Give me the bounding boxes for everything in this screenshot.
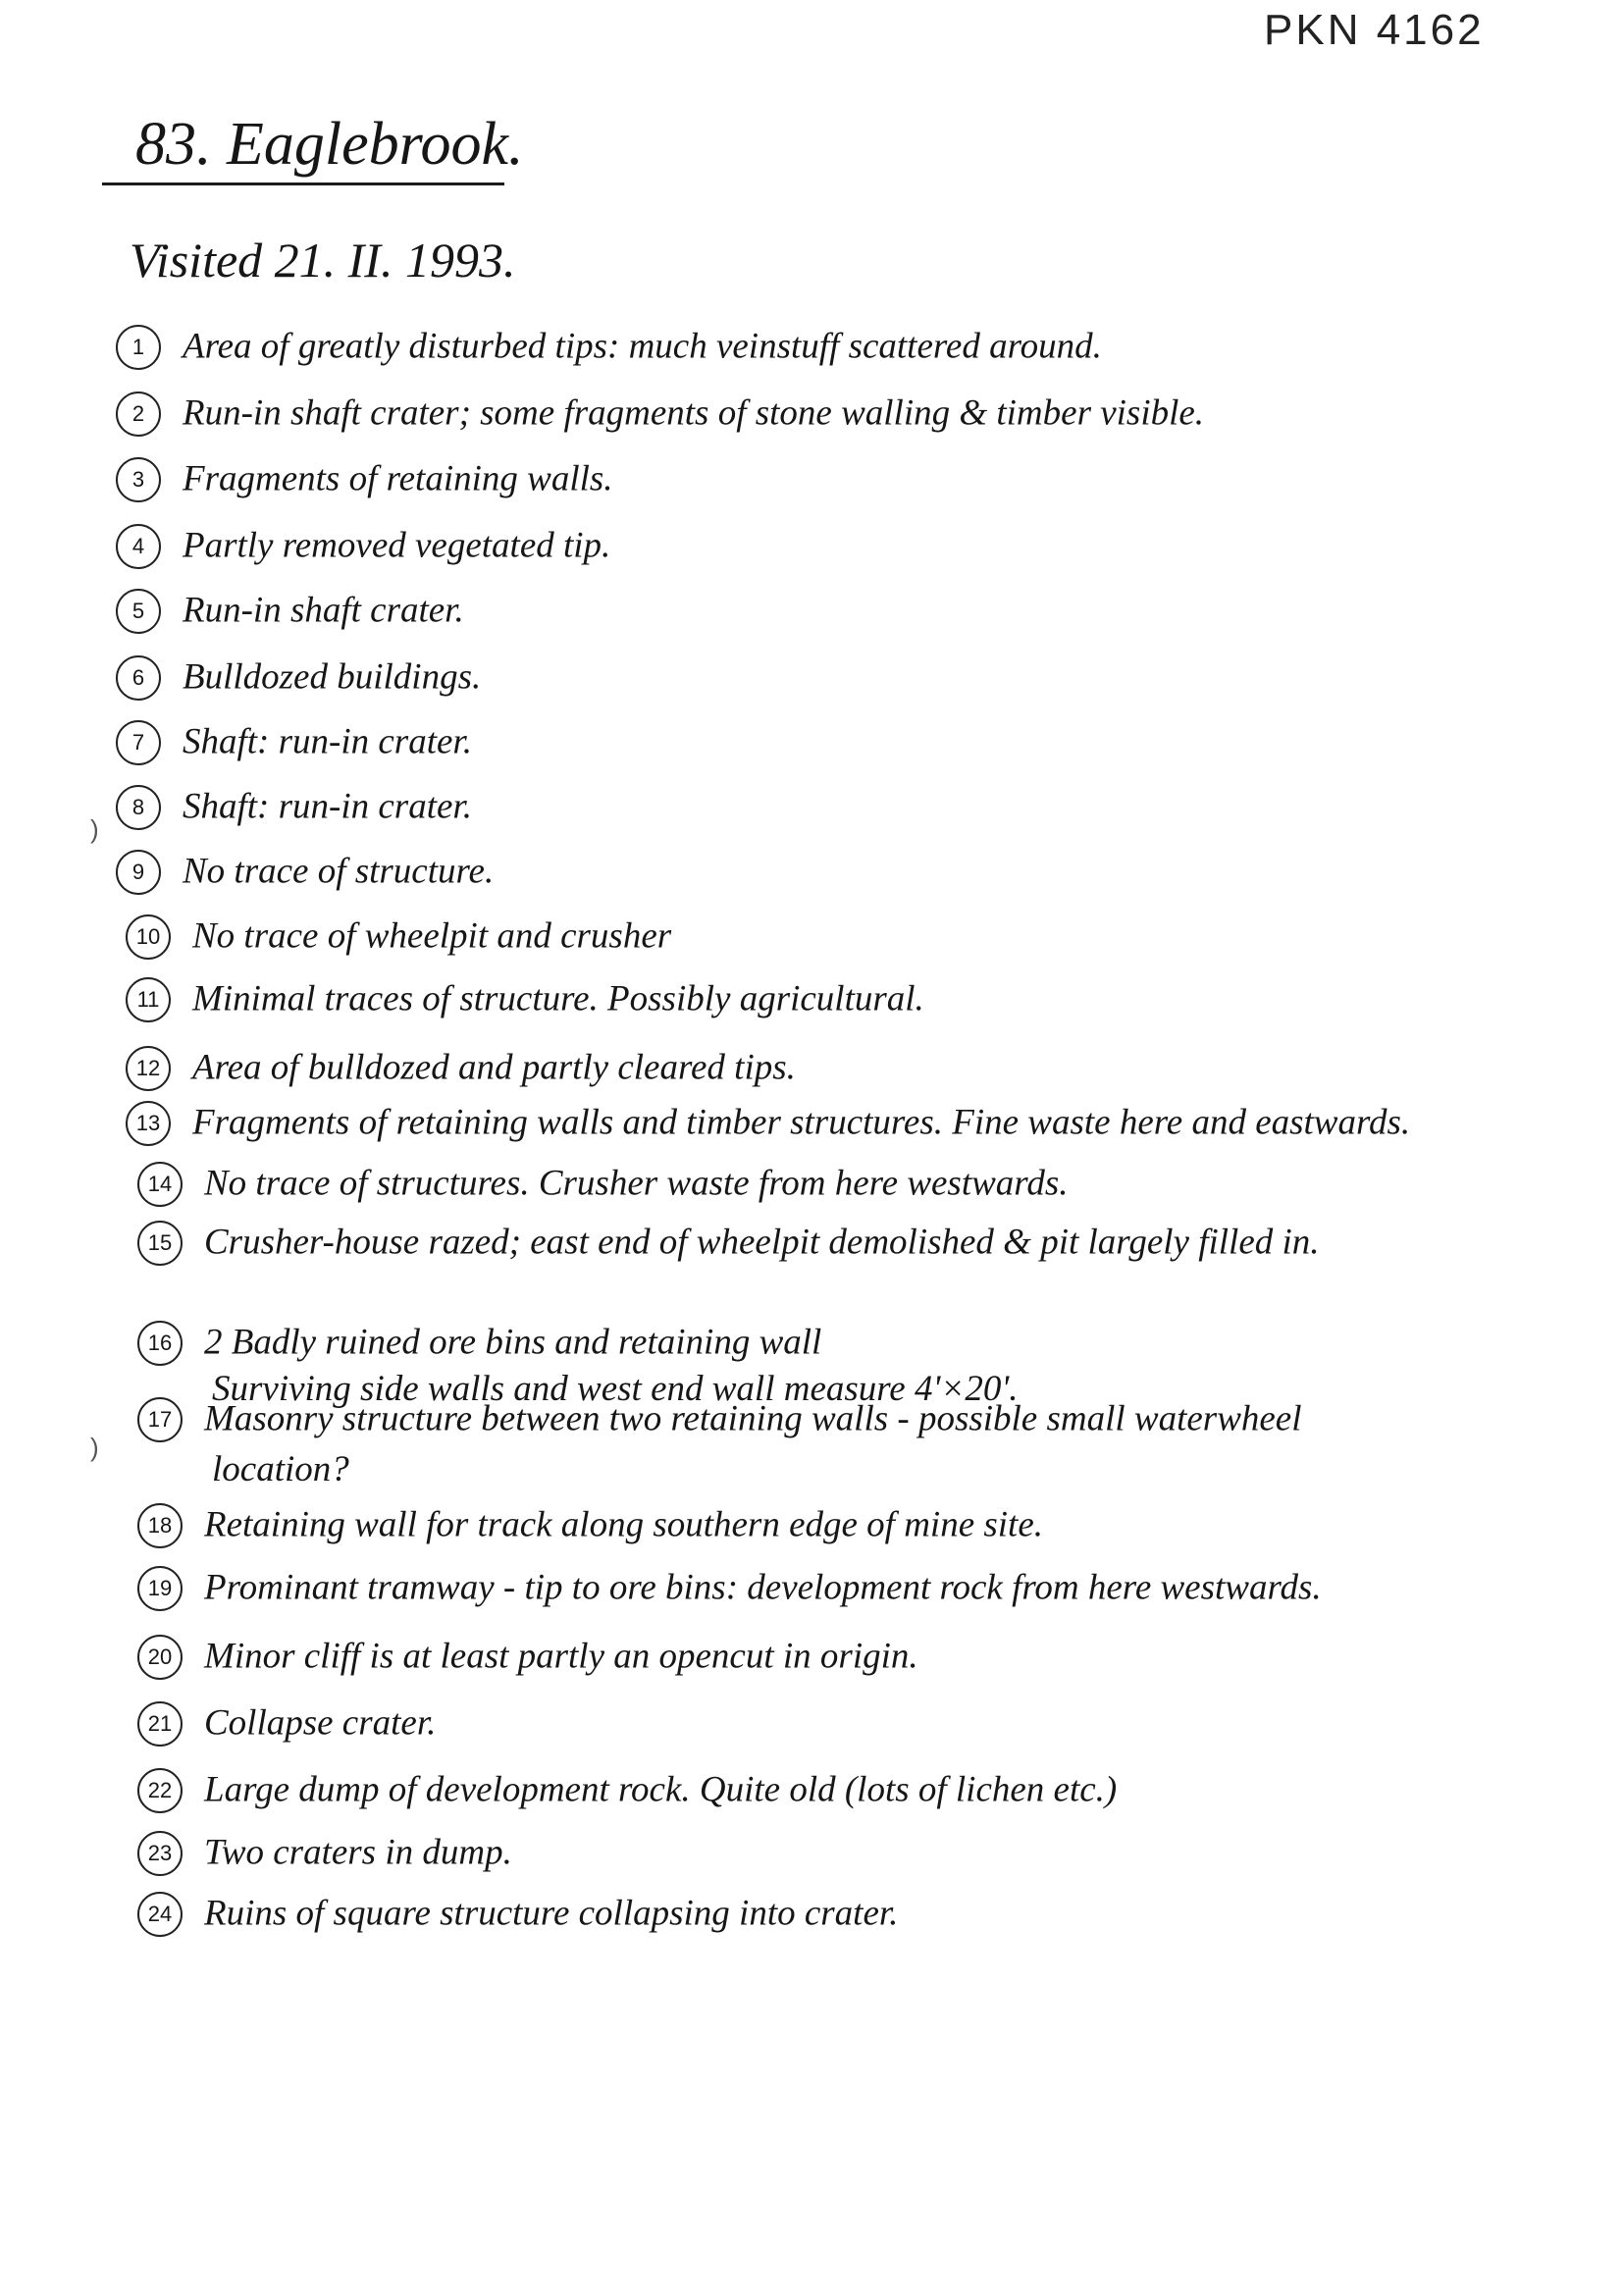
list-item: [116, 520, 1588, 570]
entry-text: Two craters in dump.: [204, 1832, 512, 1873]
list-item: [116, 716, 1588, 766]
entry-text: Ruins of square structure collapsing into crater.: [204, 1893, 899, 1934]
entry-number: 11: [126, 977, 171, 1022]
entry-text: Fragments of retaining walls.: [183, 458, 613, 499]
list-item: [137, 1317, 1609, 1367]
list-item: [116, 846, 1588, 896]
list-item: [137, 1764, 1609, 1814]
entry-text: No trace of wheelpit and crusher: [192, 915, 672, 957]
entry-number: 12: [126, 1046, 171, 1091]
entry-number: 7: [116, 720, 161, 765]
entry-number: 23: [137, 1831, 183, 1876]
entry-text: Masonry structure between two retaining walls - possible small waterwheel: [204, 1398, 1302, 1439]
entry-number: 15: [137, 1221, 183, 1266]
entry-text: Prominant tramway - tip to ore bins: development rock from here westwards.: [204, 1567, 1322, 1608]
list-item: [126, 1097, 1597, 1147]
entry-text: Bulldozed buildings.: [183, 656, 482, 698]
entry-number: 14: [137, 1162, 183, 1207]
entry-number: 2: [116, 391, 161, 437]
entry-text: Run-in shaft crater.: [183, 590, 464, 631]
page-title: 83. Eaglebrook.: [135, 111, 524, 178]
margin-mark: ): [90, 814, 99, 844]
entry-number: 3: [116, 457, 161, 502]
margin-mark: ): [90, 1433, 99, 1462]
entry-continuation: Surviving side walls and west end wall measure 4'×20'.: [212, 1369, 1019, 1409]
entry-text: 2 Badly ruined ore bins and retaining wall: [204, 1322, 822, 1363]
list-item: [116, 453, 1588, 503]
reference-number: PKN 4162: [1264, 6, 1485, 54]
visited-date: Visited 21. II. 1993.: [130, 233, 516, 287]
list-item: [116, 585, 1588, 635]
entry-number: 1: [116, 325, 161, 370]
list-item: [137, 1562, 1609, 1612]
entry-number: 22: [137, 1768, 183, 1813]
entry-text: Retaining wall for track along southern edge of mine site.: [204, 1504, 1044, 1545]
entry-text: Crusher-house razed; east end of wheelpit demolished & pit largely filled in.: [204, 1222, 1320, 1263]
list-item: [137, 1217, 1609, 1267]
list-item: [137, 1888, 1609, 1938]
list-item: [126, 1042, 1597, 1092]
entry-number: 6: [116, 655, 161, 701]
entry-text: Minimal traces of structure. Possibly agricultural.: [192, 978, 924, 1019]
list-item: [116, 388, 1588, 438]
entry-text: Partly removed vegetated tip.: [183, 525, 611, 566]
list-item: [116, 321, 1588, 371]
list-item: [126, 911, 1597, 961]
entry-number: 21: [137, 1701, 183, 1747]
entry-number: 8: [116, 785, 161, 830]
entry-text: Collapse crater.: [204, 1702, 437, 1744]
entry-text: Fragments of retaining walls and timber structures. Fine waste here and eastwards.: [192, 1102, 1411, 1143]
entry-text: No trace of structure.: [183, 851, 495, 892]
entry-number: 17: [137, 1397, 183, 1442]
title-underline: [102, 183, 504, 185]
entry-number: 18: [137, 1503, 183, 1548]
list-item: [137, 1697, 1609, 1748]
entry-number: 5: [116, 589, 161, 634]
entry-text: Area of bulldozed and partly cleared tips.: [192, 1047, 796, 1088]
entry-continuation: location?: [212, 1449, 349, 1489]
entry-number: 13: [126, 1101, 171, 1146]
list-item: [126, 973, 1597, 1023]
entry-text: No trace of structures. Crusher waste from here westwards.: [204, 1163, 1069, 1204]
entry-number: 10: [126, 914, 171, 960]
list-item: [137, 1827, 1609, 1877]
entry-text: Minor cliff is at least partly an opencut in origin.: [204, 1636, 918, 1677]
entry-number: 9: [116, 850, 161, 895]
list-item: [137, 1499, 1609, 1549]
list-item: [137, 1631, 1609, 1681]
list-item: [116, 781, 1588, 831]
entry-text: Shaft: run-in crater.: [183, 721, 472, 762]
entry-text: Large dump of development rock. Quite old (lots of lichen etc.): [204, 1769, 1118, 1810]
entry-number: 4: [116, 524, 161, 569]
entry-text: Area of greatly disturbed tips: much veinstuff scattered around.: [183, 326, 1102, 367]
list-item: [137, 1158, 1609, 1208]
entry-text: Shaft: run-in crater.: [183, 786, 472, 827]
entry-number: 24: [137, 1892, 183, 1937]
entry-number: 16: [137, 1321, 183, 1366]
list-item: [116, 652, 1588, 702]
entry-number: 20: [137, 1635, 183, 1680]
entry-number: 19: [137, 1566, 183, 1611]
entry-text: Run-in shaft crater; some fragments of stone walling & timber visible.: [183, 392, 1205, 434]
